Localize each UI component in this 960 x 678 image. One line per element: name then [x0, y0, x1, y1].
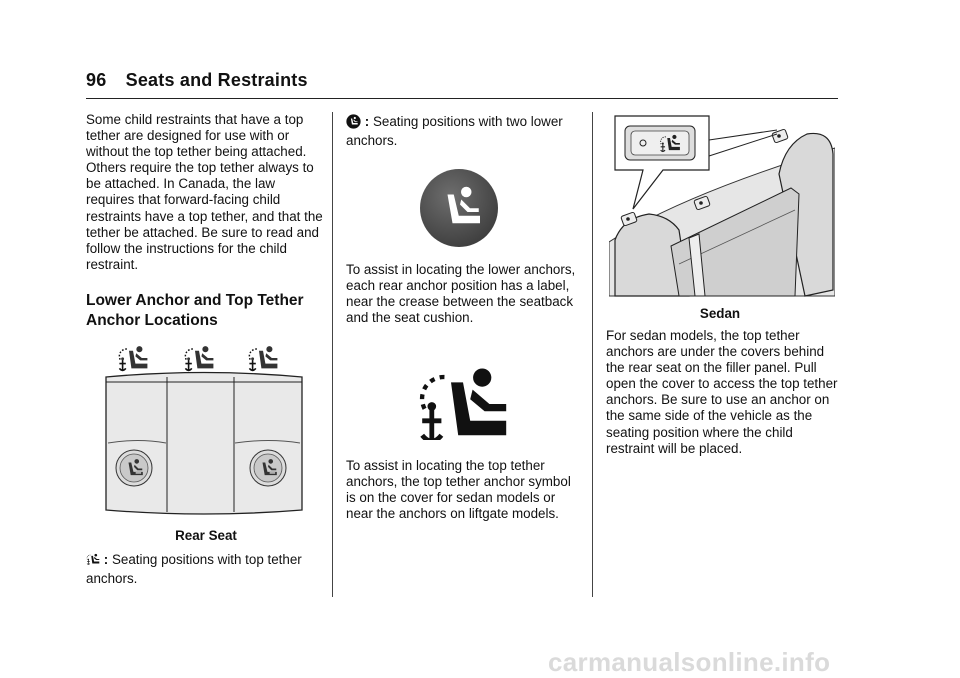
section-title: Seats and Restraints	[125, 70, 308, 90]
tether-anchor-icon	[86, 551, 100, 571]
lower-anchor-legend: : Seating positions with two lower anchors.	[346, 114, 563, 149]
column-divider-2	[592, 112, 593, 597]
sedan-caption: Sedan	[699, 306, 741, 321]
tether-anchor-icon-center	[185, 346, 213, 371]
tether-anchor-icon-right	[249, 346, 277, 371]
intro-paragraph: Some child restraints that have a top tether are designed for use with or without the top tether being attached. Others require the top tether always to be attached. In Canada, the law requires that forward-facing child restraints have a top tether, and that the tether be attached. Be sure to read and follow the instructions for the child restraint.	[86, 112, 323, 272]
section-heading: Lower Anchor and Top Tether Anchor Locations	[86, 292, 304, 329]
watermark: carmanualsonline.info	[548, 647, 831, 677]
sedan-figure	[609, 114, 835, 305]
column-divider-1	[332, 112, 333, 597]
rear-seat-caption: Rear Seat	[175, 528, 237, 543]
tether-anchor-icon-left	[119, 346, 147, 371]
rear-seat-figure	[104, 340, 304, 523]
lower-anchor-symbol	[419, 168, 499, 253]
lower-anchor-icon	[346, 114, 361, 133]
sedan-paragraph: For sedan models, the top tether anchors are under the covers behind the rear seat on the filler panel. Pull open the cover to access the top tether anchors. Be sure to use an anchor on the same side of the vehicle as the seating position where the child restraint will be placed.	[606, 328, 838, 456]
top-tether-symbol	[414, 368, 512, 445]
lower-anchor-paragraph: To assist in locating the lower anchors, each rear anchor position has a label, near the crease between the seatback and the seat cushion.	[346, 262, 576, 326]
page-number: 96	[86, 70, 107, 90]
page-header	[86, 70, 308, 91]
header-rule	[86, 98, 838, 99]
tether-legend: : Seating positions with top tether anchors.	[86, 552, 302, 587]
top-tether-paragraph: To assist in locating the top tether anchors, the top tether anchor symbol is on the cover for sedan models or near the anchors on liftgate models.	[346, 458, 571, 522]
